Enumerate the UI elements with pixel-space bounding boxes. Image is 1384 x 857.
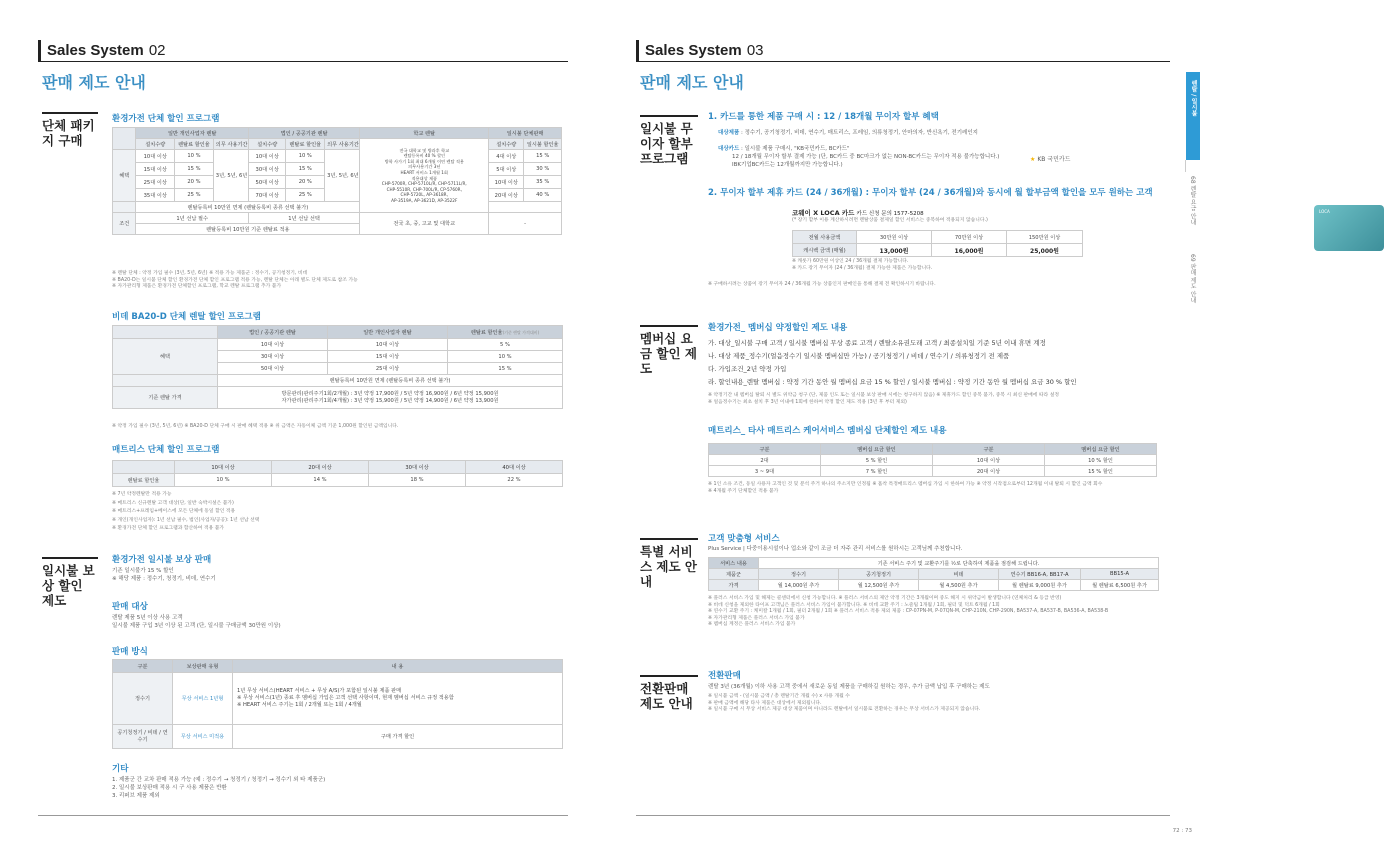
subheading-partner-card: 2. 무이자 할부 제휴 카드 (24 / 36개월) : 무이자 할부 (24 / 36개월)와 동시에 월 할부금액 할인을 모두 원하는 고객	[708, 188, 1153, 198]
table-cell: 월 14,000원 추가	[759, 580, 839, 591]
table-cell: 25 %	[286, 189, 325, 202]
target-cards	[718, 145, 1038, 169]
table-cell: 월 12,500원 추가	[839, 580, 919, 591]
membership-notes	[708, 393, 1059, 406]
page-title: 판매 제도 안내	[42, 73, 146, 92]
table-header: 법인 / 공공기관 렌탈	[248, 128, 359, 139]
table-cell: 15 %	[448, 363, 563, 375]
table-header: 보상판매 유형	[173, 660, 233, 673]
table-header: 내 용	[233, 660, 563, 673]
table-cell: 월 4,500원 추가	[919, 580, 999, 591]
table-cell: 30대 이상	[248, 163, 286, 176]
target-text: : 정수기, 공기청정기, 비데, 연수기, 매트리스, 프레임, 의류청정기, 안마의자, 반신욕기, 전기레인지	[739, 130, 978, 136]
note-line: ※ 자가관리형 제품은 플러스 서비스 가입 불가	[708, 615, 805, 621]
table-header: 연수기 BB16-A, BB17-A	[999, 569, 1081, 580]
table-header: 30대 이상	[369, 461, 466, 474]
note-line: ※ 매트리스 신규렌탈 고객 대상(단, 일반 숙박시설은 불가)	[112, 500, 234, 506]
school-line: 의무사용기간 3년	[408, 164, 441, 170]
table-cell: 기존 서비스 주기 및 교환주기를 ½로 단축하여 제품을 점검해 드립니다.	[759, 558, 1159, 569]
subheading-conversion: 전환판매	[708, 671, 741, 681]
note-line: ※ 플러스 서비스 가입 및 해제는 콜센터에서 신청 가능합니다. ※ 플러스 서비스의 제안 약정 기간은 3개월이며 중도 해지 시 위약금이 발생합니다 (연체처리 & 등급 반영)	[708, 596, 1062, 601]
table-header-text: 렌탈료 할인율	[470, 329, 503, 336]
side-item-sales-system[interactable]: 69 판매 제도 안내	[1189, 254, 1196, 304]
table-cell: 20대 이상	[489, 189, 524, 202]
note-line: ※ 판매 금액에 해당 타사 제품은 대상에서 제외됩니다.	[708, 700, 822, 706]
header-brand: Sales System	[645, 42, 742, 59]
table-cell: 4대 이상	[489, 150, 524, 163]
table-header: 구분	[113, 660, 173, 673]
table-subheader: 렌탈료 할인율	[286, 139, 325, 150]
subheading-group-discount: 환경가전 단체 할인 프로그램	[112, 114, 220, 124]
conversion-notes	[708, 694, 1158, 714]
loca-note: (* 장기 할부 이용 계산하시려면 렌탈상품 결제일 할인 서비스는 중복하여 적용되지 않습니다.)	[792, 218, 988, 223]
table-cell: 150만원 이상	[1007, 231, 1083, 244]
table-cell: 10대 이상	[328, 339, 448, 351]
text-line: 다. 가입조건_2년 약정 가입	[708, 365, 787, 373]
text-line: 일시불 제품 구입 3년 이상 된 고객 (단, 일시불 구매금액 30만원 이상)	[112, 623, 281, 629]
table-cell: 20대 이상	[933, 466, 1045, 477]
note-line: ※ 일시불 구매 시 무상 서비스 제공 대상 제품이며 아니라도 렌탈에서 일시불로 전환하는 경우는 무상 서비스가 제공되지 않습니다.	[708, 707, 981, 712]
header-number: 02	[148, 42, 166, 59]
table-cell: 15 %	[524, 150, 562, 163]
kb-card-text: KB 국민카드	[1037, 156, 1071, 163]
section-header	[636, 40, 1170, 62]
table-cell: 10대 이상	[136, 150, 175, 163]
note-line: ※ 1인 소유 조건, 동일 사용자 고객인 것 및 분석 주거 하나의 주소지만 인정됨 ※ 흡착 특정매트리스 멤버십 가입 시 한하여 가능 ※ 약정 시작점으로부터 12개월 이내 탈퇴 시 할인 금액 회수	[708, 482, 1103, 487]
table-cell: 35 %	[524, 176, 562, 189]
table-header: 학교 렌탈	[360, 128, 489, 139]
note-line: ※ 자가관리형 제품은 환경가전 단체할인 프로그램, 학교 렌탈 프로그램 추가 불가	[112, 284, 282, 289]
table-cell: 7 % 할인	[821, 466, 933, 477]
school-rental-cell	[360, 139, 489, 213]
note-line: ※ 카드 장기 무이자 (24 / 36개월) 결제 가능한 제품은 가능합니다.	[792, 265, 933, 271]
header-brand: Sales System	[47, 42, 144, 59]
school-line: 렌탈등록비 40 % 할인	[403, 153, 446, 159]
page-number: 72 : 73	[1172, 828, 1192, 834]
school-line: CHP-5510R, CHP-700L/R, CP-5760R,	[386, 186, 462, 192]
table-cell: 13,000원	[857, 244, 932, 257]
section-title-special-service: 특별 서비스 제도 안내	[640, 538, 698, 589]
table-cell: 35대 이상	[136, 189, 175, 202]
table-subheader: 일시불 할인율	[524, 139, 562, 150]
row-label-benefit: 혜택	[113, 339, 218, 375]
school-line: CHP-5720L, AP-3618R,	[400, 192, 448, 198]
row-label: 렌탈료 할인율	[113, 474, 175, 487]
table-header: 법인 / 공공기관 렌탈	[218, 326, 328, 339]
table-cell: 전국 초, 중, 고교 및 대학교	[360, 213, 489, 235]
table-cell: 30대 이상	[218, 351, 328, 363]
price-line: 자가관리(관리주기1회/4개월) : 3년 약정 15,900원 / 5년 약정 14,900원 / 6년 약정 13,900원	[281, 397, 499, 404]
table-cell: 25,000원	[1007, 244, 1083, 257]
subheading-other: 기타	[112, 764, 129, 774]
side-tab-rental[interactable]	[1186, 72, 1200, 160]
table-cell: 15 % 할인	[1045, 466, 1157, 477]
text-line: 나. 대상 제품_정수기(얼음정수기 일시불 멤버십만 가능) / 공기청정기 / 비데 / 연수기 / 의류청정기 전 제품	[708, 352, 1010, 360]
text-line: 가. 대상_일시불 구매 고객 / 일시불 멤버십 무상 종료 고객 / 렌탈소유권도래 고객 / 최종설치일 기준 5년 이내 휴면 계정	[708, 339, 1046, 347]
note-line: ※ 환경가전 단체 할인 프로그램과 합산하여 적용 불가	[112, 526, 225, 531]
label-target: 대상제품	[718, 130, 740, 136]
table-cell: 18 %	[369, 474, 466, 487]
row-label-benefit: 혜택	[113, 150, 136, 202]
table-cell: 무상 서비스 1년형	[173, 673, 233, 725]
table-cell: 22 %	[466, 474, 563, 487]
table-cell: 20 %	[286, 176, 325, 189]
table-header: 20대 이상	[272, 461, 369, 474]
note-bidet: ※ 약정 가입 필수 (3년, 5년, 6년) ※ BA20-D 단체 구매 시 판매 혜택 적용 ※ 위 금액은 자동이체 금액 기준 1,000원 할인된 금액입니다.	[112, 424, 399, 429]
text-line: 1. 제품군 간 교차 판매 적용 가능 (예 : 정수기 → 청정기 / 청정기 → 정수기 외 타 제품군)	[112, 777, 326, 783]
table-cell: 1년 선납 선택	[248, 213, 359, 224]
school-line: 방학 사가기 1회 최대 6개월 이연 렌탈 적용	[384, 158, 464, 164]
table-header: 멤버십 요금 할인	[821, 444, 933, 455]
table-cell: 20 %	[175, 176, 214, 189]
note-line: ※ 연수기 교환 주기 : 케미칼 1개월 / 1회, 필터 2개월 / 1회 ※ 플러스 서비스 적용 제외 제품 : CP-07PN-M, P-07QN-M, CHP-210N, CHP-290N, BA537-A, BA537-B, BA536-A, BA538-B	[708, 609, 1109, 614]
table-cell: 15대 이상	[328, 351, 448, 363]
note-line: ※ 개인(개인사업자): 1년 선납 필수, 법인(사업자/공공): 1년 선납 선택	[112, 517, 260, 523]
table-cell: 구매 가격 할인	[233, 725, 563, 749]
table-header: 서비스 내용	[709, 558, 759, 569]
table-cell: 10 %	[286, 150, 325, 163]
note-line: ※ 약정기간 내 멤버십 탈퇴 시 별도 위약금 청구 (단, 제품 인도 또는 일시불 보상 판매 시에는 청구하지 않음) ※ 제휴카드 할인 중복 불가, 중복 시 최신 판매에 따라 설정	[708, 393, 1059, 398]
text-line: ※ HEART 서비스 주기는 1회 / 2개월 또는 1회 / 4개월	[237, 702, 362, 708]
note-line: ※ 렌탈 단체 : 약정 가입 필수 (3년, 5년, 6년) ※ 적용 가능 제품군 : 정수기, 공기청정기, 비데	[112, 271, 308, 276]
label-card: 대상카드	[718, 146, 740, 152]
school-line: HEART 서비스 1개월 1회	[400, 169, 448, 175]
table-header	[448, 326, 563, 339]
table-header: 10대 이상	[175, 461, 272, 474]
table-cell: 16,000원	[932, 244, 1007, 257]
table-header: 멤버십 요금 할인	[1045, 444, 1157, 455]
table-header: 구분	[709, 444, 821, 455]
target-products	[718, 129, 978, 137]
sale-method-table	[112, 659, 563, 749]
section-title-trade-in: 일시불 보상 할인 제도	[42, 557, 98, 608]
plus-service-table	[708, 557, 1159, 591]
subheading-custom-service: 고객 맞춤형 서비스	[708, 534, 780, 544]
base-price-cell	[218, 387, 563, 409]
reg-fee-row: 렌탈등록비 10만원 면제 (렌탈등록비 종류 선택 불가)	[136, 202, 360, 213]
table-header: 일반 개인사업자 렌탈	[136, 128, 249, 139]
table-cell: 10대 이상	[218, 339, 328, 351]
left-page	[0, 0, 600, 857]
card-line: 12 / 18개월 무이자 할부 결제 가능 (단, BC카드 중 BC마크가 없는 NON-BC카드는 무이자 적용 불가능합니다.)	[732, 154, 1000, 160]
table-header: 일반 개인사업자 렌탈	[328, 326, 448, 339]
table-subheader: 렌탈료 할인율	[175, 139, 214, 150]
note-line: ※ 매트리스+프레임+베이스에 모든 단체에 동일 할인 적용	[112, 509, 236, 514]
sale-target-text	[112, 614, 281, 630]
row-label: 정수기	[113, 673, 173, 725]
table-subheader: 설치수량	[248, 139, 286, 150]
note-line: ※ 캐롯가 60만원 이상인 24 / 36개월 결제 가능합니다.	[792, 259, 909, 264]
table-cell: 2대	[709, 455, 821, 466]
mattress-care-table	[708, 443, 1157, 477]
section-title-conversion: 전환판매 제도 안내	[640, 675, 698, 711]
table-cell: 15 %	[286, 163, 325, 176]
section-header	[38, 40, 568, 62]
loca-card-image	[1314, 205, 1384, 251]
note-line: ※ 멤버십 계정은 플러스 서비스 가입 불가	[708, 622, 796, 627]
table-header: 일시불 단체판매	[489, 128, 562, 139]
table-cell-period: 3년, 5년, 6년	[325, 150, 360, 202]
school-line: 적용대상 제품	[411, 175, 438, 181]
table-header: 비데	[919, 569, 999, 580]
group-discount-table	[112, 127, 562, 235]
table-cell: 70만원 이상	[932, 231, 1007, 244]
table-cell: 25대 이상	[136, 176, 175, 189]
table-cell	[233, 673, 563, 725]
bidet-table	[112, 325, 563, 409]
price-line: 방문관리(관리주기1회/2개월) : 3년 약정 17,900원 / 5년 약정 16,900원 / 6년 약정 15,900원	[281, 390, 499, 397]
table-header: 정수기	[759, 569, 839, 580]
table-subheader: 설치수량	[489, 139, 524, 150]
text-line: ※ 무상 서비스(1년) 종료 후 멤버십 가입은 고객 선택 사항이며, 현재 멤버십 서비스 규정 적용함	[237, 695, 454, 701]
table-cell: 10 %	[175, 474, 272, 487]
row-label-base-price: 기준 렌탈 가격	[113, 387, 218, 409]
table-header-note: (기준 렌탈 가격대비)	[502, 329, 540, 335]
section-title-group-purchase: 단체 패키지 구매	[42, 112, 98, 148]
school-line: 전국 대학교 및 방과후 학교	[399, 147, 450, 153]
table-cell: 30만원 이상	[857, 231, 932, 244]
table-cell: 40 %	[524, 189, 562, 202]
table-header: 캐시백 금액 (매월)	[793, 244, 857, 257]
table-cell: 10 % 할인	[1045, 455, 1157, 466]
table-subheader: 의무 사용기간	[325, 139, 360, 150]
table-cell: 25대 이상	[328, 363, 448, 375]
table-header: BB15-A	[1081, 569, 1159, 580]
subheading-bidet: 비데 BA20-D 단체 렌탈 할인 프로그램	[112, 312, 261, 322]
table-header: 전월 사용금액	[793, 231, 857, 244]
section-title-installment: 일시불 무이자 할부 프로그램	[640, 115, 698, 166]
other-text	[112, 776, 325, 800]
card-caption: LOCA	[1319, 209, 1330, 214]
section-title-membership: 멤버십 요금 할인 제도	[640, 325, 698, 376]
table-cell: 무상 서비스 미적용	[173, 725, 233, 749]
table-cell: 월 렌탈료 6,500원 추가	[1081, 580, 1159, 591]
table-cell: 10 %	[175, 150, 214, 163]
header-number: 03	[746, 42, 764, 59]
reg-fee-row: 렌탈등록비 10만원 면제 (렌탈등록비 종류 선택 불가)	[218, 375, 563, 387]
kb-card-logo	[1030, 154, 1070, 163]
note-line: ※ 7년 약정렌탈만 적용 가능	[112, 492, 172, 497]
mattress-table	[112, 460, 563, 487]
text-line: ※ 해당 제품 : 정수기, 청정기, 비데, 연수기	[112, 576, 216, 582]
table-subheader: 의무 사용기간	[213, 139, 248, 150]
table-cell: 5 % 할인	[821, 455, 933, 466]
note-line: ※ 4개월 주기 단체할인 적용 불가	[708, 488, 779, 494]
table-cell: 1년 선납 필수	[136, 213, 249, 224]
right-page	[600, 0, 1330, 857]
table-cell: 25 %	[175, 189, 214, 202]
table-header: 가격	[709, 580, 759, 591]
table-cell: 3 ~ 9대	[709, 466, 821, 477]
table-cell: 50대 이상	[248, 176, 286, 189]
table-cell: 10대 이상	[489, 176, 524, 189]
table-cell: 30 %	[524, 163, 562, 176]
subheading-sale-target: 판매 대상	[112, 602, 148, 612]
loca-cashback-table	[792, 230, 1083, 257]
notes-mattress	[112, 491, 562, 534]
school-line: CHP-5700R, CHP-5710L/R, CHP-5711L/R,	[381, 181, 467, 187]
text-line: 라. 할인내용_렌탈 멤버십 : 약정 기간 동안 월 멤버십 요금 15 % 할인 / 일시불 멤버십 : 약정 기간 동안 월 멤버십 요금 30 % 할인	[708, 378, 1077, 386]
text-line: 렌탈 제품 5년 이상 사용 고객	[112, 615, 183, 621]
footer-rule	[636, 815, 1170, 816]
notes-group-discount	[112, 271, 562, 291]
note-line: ※ 일시불 금액 - (일시불 금액 / 총 렌탈기간 개월 수) x 사용 개월 수	[708, 694, 850, 699]
plus-service-notes	[708, 596, 1158, 629]
table-cell: 월 렌탈료 9,000원 추가	[999, 580, 1081, 591]
note-line: ※ 비데 신청을 제외한 타이프 고객님은 플러스 서비스 가입이 불가합니다. ※ 비데 교환 주기 : 노즐팁 1개월 / 1회, 필터 및 덕트 6개월 / 1회	[708, 602, 1000, 608]
subheading-sale-method: 판매 방식	[112, 647, 148, 657]
loca-card-title	[792, 208, 924, 217]
note-line: ※ BA20-D는 일시불 단체 할인 환경가전 단체 할인 프로그램 적용 가능, 렌탈 단체는 아래 별도 단체 제도로 참조 가능	[112, 277, 358, 283]
table-cell: 5대 이상	[489, 163, 524, 176]
table-cell: 5 %	[448, 339, 563, 351]
subheading-trade-in: 환경가전 일시불 보상 판매	[112, 555, 212, 565]
page-title: 판매 제도 안내	[640, 73, 744, 92]
table-header: 구분	[933, 444, 1045, 455]
table-header: 제품군	[709, 569, 759, 580]
row-label: 공기청정기 / 비데 / 연수기	[113, 725, 173, 749]
subheading-membership: 환경가전_ 멤버십 약정할인 제도 내용	[708, 323, 848, 333]
table-cell: 14 %	[272, 474, 369, 487]
school-line: AP-3519A, AP-3621D, AP-3522F	[391, 197, 458, 203]
note-line: ※ 얼음정수기는 최초 설치 후 3년 이내에 1회에 한하여 약정 할인 제도 적용 (3년 후 부터 제외)	[708, 399, 907, 405]
kb-star-icon: ★	[1030, 156, 1036, 163]
loca-title: 코웨이 X LOCA 카드	[792, 209, 855, 217]
membership-details	[708, 337, 1077, 389]
side-item-rental-fee[interactable]: 68 렌탈 요금 안내	[1189, 176, 1196, 226]
table-cell: 15 %	[175, 163, 214, 176]
plus-service-intro: Plus Service | 다중이용시설이나 업소와 같이 조금 더 자주 관리 서비스를 원하시는 고객님께 추천합니다.	[708, 546, 963, 552]
table-cell: 50대 이상	[218, 363, 328, 375]
conversion-text: 렌탈 3년 (36개월) 이하 사용 고객 중에서 새로운 동일 제품을 구매하길 원하는 경우, 추가 금액 납입 후 구매하는 제도	[708, 684, 990, 690]
text-line: 1년 무상 서비스(HEART 서비스 + 무상 A/S)가 포함된 일시불 제품 판매	[237, 688, 402, 694]
trade-in-text	[112, 567, 216, 583]
text-line: 2. 일시불 보상판매 적용 시 구 사용 제품은 반환	[112, 785, 227, 791]
subheading-card-installment: 1. 카드를 통한 제품 구매 시 : 12 / 18개월 무이자 할부 혜택	[708, 112, 939, 122]
table-cell: 15대 이상	[136, 163, 175, 176]
footer-rule	[38, 815, 568, 816]
table-cell-period: 3년, 5년, 6년	[213, 150, 248, 202]
loca-phone: 카드 신청 문의 1577-5208	[856, 211, 924, 217]
table-cell: 렌탈등록비 10만원 기준 렌탈료 적용	[136, 224, 360, 235]
table-cell: -	[489, 213, 562, 235]
loca-notes	[792, 259, 932, 272]
table-cell: 10 %	[448, 351, 563, 363]
table-cell: 70대 이상	[248, 189, 286, 202]
text-line: 3. 리퍼브 제품 제외	[112, 793, 160, 799]
text-line: 기존 일시불가 15 % 할인	[112, 568, 174, 574]
table-header: 공기청정기	[839, 569, 919, 580]
table-cell: 10대 이상	[933, 455, 1045, 466]
subheading-mattress-care: 매트리스_ 타사 매트리스 케어서비스 멤버십 단체할인 제도 내용	[708, 426, 947, 436]
table-cell: 10대 이상	[248, 150, 286, 163]
side-divider	[1185, 160, 1186, 172]
side-tab-label: 렌탈 / 일시불	[1190, 80, 1197, 117]
table-subheader: 설치수량	[136, 139, 175, 150]
installment-bottom-note: ※ 구매하시려는 상품이 장기 무이자 24 / 36개월 가능 상품인지 판매인을 통해 결제 전 확인하시기 바랍니다.	[708, 282, 936, 287]
card-line: : 일시불 제품 구매시, "KB국민카드, BC카드"	[739, 146, 850, 152]
mattress-care-notes	[708, 482, 1158, 495]
subheading-mattress: 매트리스 단체 할인 프로그램	[112, 445, 220, 455]
card-line: IBK기업BC카드는 12개월까지만 가능합니다.)	[732, 162, 843, 168]
table-header: 40대 이상	[466, 461, 563, 474]
row-label-condition: 조건	[113, 213, 136, 235]
